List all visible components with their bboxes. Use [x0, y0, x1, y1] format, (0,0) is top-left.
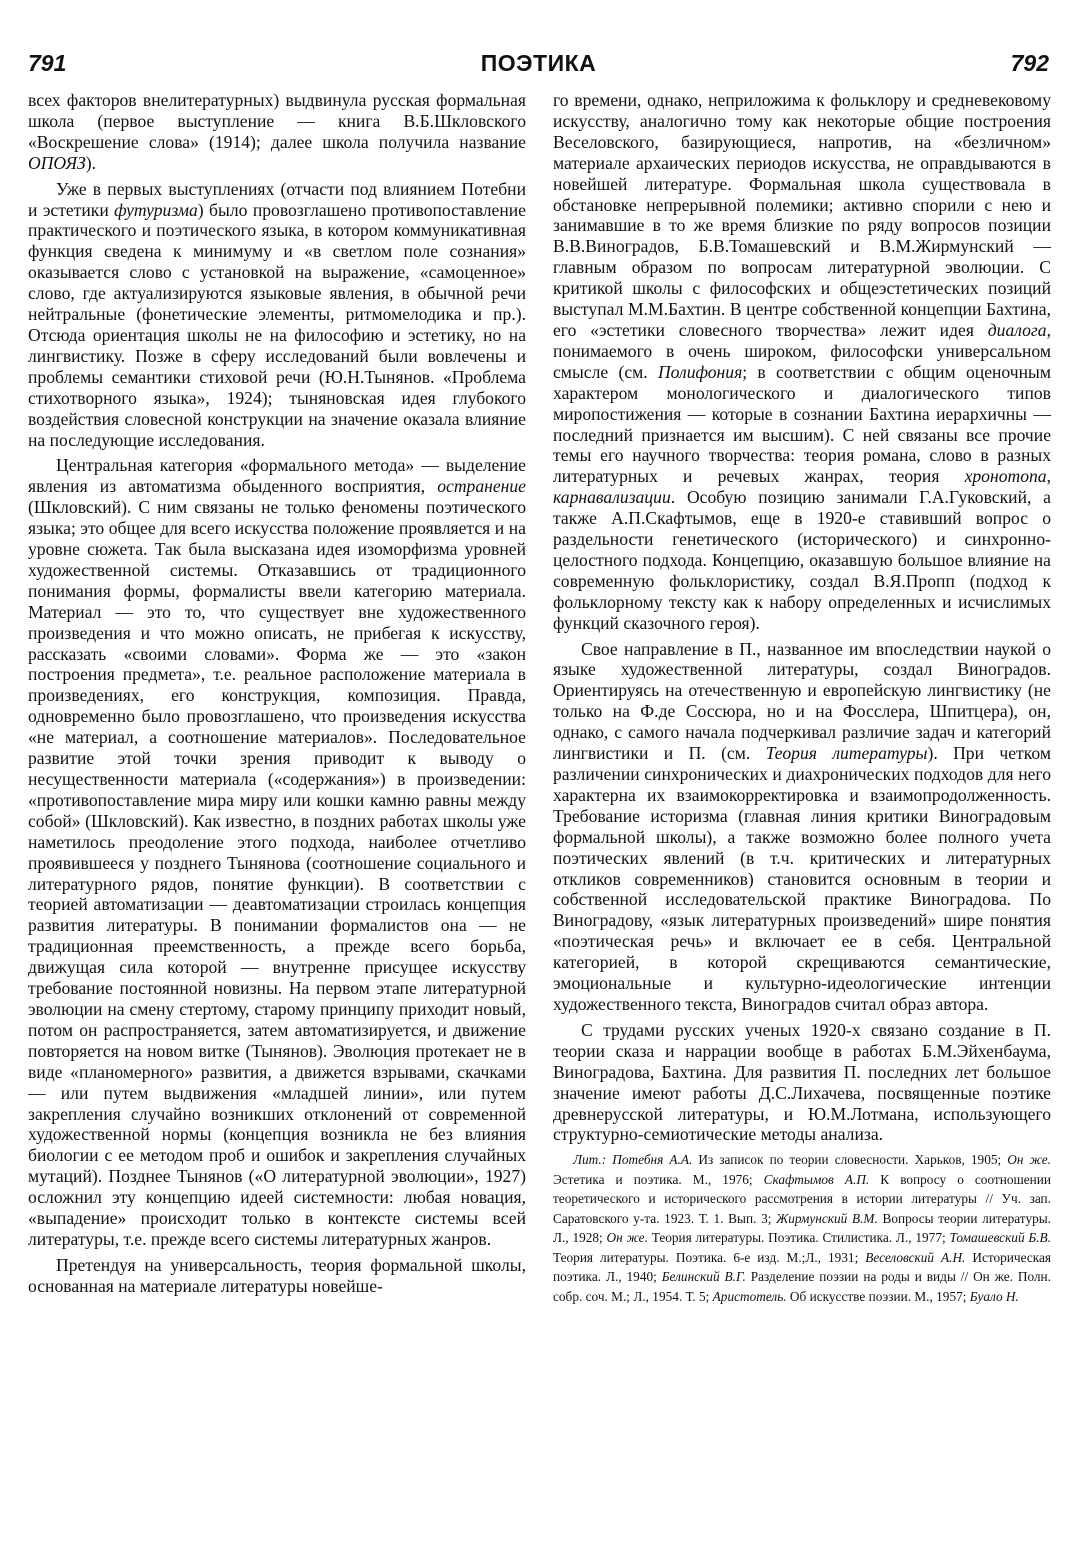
text-run: всех факторов внелитературных) выдвинула русская формальная школа (первое выступление — книга В.Б.Шкловского «Воскрешение слова» (1914); далее школа получила название: [28, 90, 526, 152]
italic-term: Скафтымов А.П.: [763, 1171, 870, 1187]
italic-term: ОПОЯЗ: [28, 152, 86, 173]
text-run: ). При четком различении синхронических и диахронических подходов для него характерна их взаимокорректировка и взаимопродолженность. Требование историзма (главная линия критики Виноградовым формальной школы), а также возможно более полного учета поэтических явлений (в т.ч. критических и литературных откликов современников) становится основным в теории и собственной исследовательской практике Виноградова. По Виноградову, «язык литературных произведений» шире понятия «поэтическая речь» и включает ее в себя. Центральной категорией, в которой скрещиваются семантические, эмоциональные и культурно-идеологические интенции художественного текста, Виноградов считал образ автора.: [553, 743, 1051, 1014]
italic-term: Жирмунский В.М.: [776, 1210, 878, 1226]
italic-term: футуризма: [114, 199, 198, 220]
text-run: Теория литературы. Поэтика. 6-е изд. М.;Л., 1931;: [553, 1249, 866, 1265]
paragraph: [553, 639, 1051, 1015]
paragraph: [28, 179, 526, 451]
text-run: Историческая поэтика. Л., 1940;: [553, 1249, 1052, 1285]
page-number-right: 792: [1010, 50, 1049, 76]
text-run: Разделение поэзии на роды и виды // Он же. Полн. собр. соч. М.; Л., 1954. Т. 5;: [553, 1269, 1051, 1304]
text-run: Претендуя на универсальность, теория формальной школы, основанная на материале литературы новейше-: [28, 1254, 526, 1296]
italic-term: остранение: [437, 476, 526, 497]
paragraph: [553, 1020, 1051, 1145]
text-run: Вопросы теории литературы. Л., 1928;: [553, 1210, 1051, 1246]
paragraph: [553, 90, 1051, 634]
italic-term: Теория литературы: [765, 743, 928, 764]
text-run: Уже в первых выступлениях (отчасти под влиянием Потебни и эстетики: [28, 178, 526, 220]
text-run: Об искусстве поэзии. М., 1957;: [786, 1288, 970, 1304]
running-title: ПОЭТИКА: [480, 50, 597, 76]
italic-term: Белинский В.Г.: [661, 1269, 746, 1285]
italic-term: Он же.: [606, 1230, 648, 1246]
italic-term: Он же.: [1007, 1152, 1051, 1168]
paragraph: [28, 90, 526, 174]
italic-term: Аристотель.: [712, 1288, 787, 1304]
text-run: . Особую позицию занимали Г.А.Гуковский, а также А.П.Скафтымов, еще в 1920-е ставивший вопрос о раздельности генетического (исторического) и синхронно-целостного подхода. Концепцию, оказавшую большое влияние на современную фольклористику, создал В.Я.Пропп (подход к фольклорному тексту как к набору определенных и исчислимых функций сказочного героя).: [553, 487, 1051, 633]
page-number-left: 791: [28, 50, 67, 76]
text-run: К вопросу о соотношении теоретического и исторического рассмотрения в истории литературы // Уч. зап. Саратовского у-та. 1923. Т. 1. Вып. 3;: [553, 1171, 1051, 1226]
text-run: (Шкловский). С ним связаны не только феномены поэтического языка; это общее для всего искусства положение проявляется и на уровне сюжета. Так была высказана идея изоморфизма уровней художественной системы. Отказавшись от традиционного понимания формы, формалисты ввели категорию материала. Материал — это то, что существует вне художественного произведения и что можно описать, не прибегая к искусству, рассказать «своими словами». Форма же — это «закон построения предмета», т.е. реальное расположение материала в произведениях, его конструкция, композиция. Правда, одновременно было провозглашено, что произведения искусства «не материал, а соотношение материалов». Последовательное развитие этой точки зрения приводит к выводу о несущественности материала («содержания») в произведении: «противопоставление мира миру или кошки камню равны между собой» (Шкловский). Как известно, в поздних работах школы уже наметилось преодоление этого подхода, наиболее отчетливо проявившееся у позднего Тынянова (соотношение социального и литературного рядов, понятие функции). В соответствии с теорией автоматизации — деавтоматизации строилась концепция развития литературы. В понимании формалистов она — не традиционная преемственность, а прежде всего борьба, движущая сила которой — внутренне присущее искусству требование постоянной новизны. На первом этапе литературной эволюции на смену стертому, старому принципу приходит новый, потом он распространяется, затем автоматизируется, и движение повторяется на новом витке (Тынянов). Эволюция протекает не в виде «планомерного» развития, а движется взрывами, скачками — или путем выдвижения «младшей линии», или путем закрепления случайно возникших отклонений от современной художественной нормы (концепция возникла не без влияния биологии с ее методом проб и ошибок и закрепления случайных мутаций). Позднее Тынянов («О литературной эволюции», 1927) осложнил эту концепцию идеей системности: любая новация, «выпадение» происходит только в контексте системы всей литературы, т.е. прежде всего системы литературных жанров.: [28, 497, 526, 1249]
text-run: Теория литературы. Поэтика. Стилистика. Л., 1977;: [647, 1230, 950, 1246]
italic-term: Полифония: [657, 361, 743, 382]
text-run: , понимаемого в очень широком, философски универсальном смысле (см.: [553, 319, 1051, 382]
italic-term: Томашевский Б.В.: [949, 1230, 1051, 1246]
italic-term: Потебня А.А.: [612, 1152, 693, 1168]
paragraph: [28, 1255, 526, 1297]
left-column: [28, 90, 526, 1302]
right-column: [553, 90, 1051, 1311]
italic-term: Веселовский А.Н.: [865, 1249, 966, 1265]
text-run: ) было провозглашено противопоставление практического и поэтического языка, в котором коммуникативная функция сведена к минимуму и «в светлом поле сознания» оказывается слово с установкой на выражение, «самоценное» слово, где актуализируются языковые явления, в обычной речи нейтральные (фонетические элементы, ритмомелодика и пр.). Отсюда ориентация школы не на философию и эстетику, но на лингвистику. Позже в сферу исследований были вовлечены и проблемы семантики стиховой речи (Ю.Н.Тынянов. «Проблема стихотворного языка», 1924); тыняновская идея глубокого воздействия словесной конструкции на значение оказала влияние на последующие исследования.: [28, 199, 526, 450]
bibliography: [553, 1150, 1051, 1306]
text-run: ; в соответствии с общим оценочным характером монологического и диалогического типов миропостижения — которые в сознании Бахтина иерархичны — последний признается им высшим). С ней связаны все прочие темы его научного творчества: теория романа, слово в разных литературных и речевых жанрах, теория: [553, 361, 1051, 487]
page-header: [28, 50, 1049, 86]
paragraph: [28, 455, 526, 1249]
text-run: ).: [85, 152, 96, 173]
italic-term: Буало Н.: [969, 1288, 1019, 1304]
italic-term: хронотопа: [964, 466, 1047, 487]
text-run: Свое направление в П., названное им впоследствии наукой о языке художественной литературы, создал Виноградов. Ориентируясь на отечественную и европейскую лингвистику (не только на Ф.де Соссюра, но и на Фосслера, Шпитцера), он, однако, с самого начала подчеркивал различие задач и категорий лингвистики и П. (см.: [553, 638, 1051, 764]
text-run: С трудами русских ученых 1920-х связано создание в П. теории сказа и наррации вообще в работах Б.М.Эйхенбаума, Виноградова, Бахтина. Для развития П. последних лет большое значение имеют работы Д.С.Лихачева, посвященные поэтике древнерусской литературы, и Ю.М.Лотмана, использующего структурно-семиотические методы анализа.: [553, 1019, 1051, 1145]
text-run: ,: [1046, 466, 1051, 487]
italic-term: Лит.:: [573, 1152, 613, 1168]
text-run: Из записок по теории словесности. Харьков, 1905;: [692, 1152, 1008, 1168]
text-run: Эстетика и поэтика. М., 1976;: [553, 1171, 764, 1187]
text-run: го времени, однако, неприложима к фольклору и средневековому искусству, аналогично тому как некоторые общие построения Веселовского, базирующиеся, напротив, на «безличном» материале архаических периодов искусства, не оправдываются в новейшей литературе. Формальная школа существовала в обстановке непрерывной полемики; активно спорили с нею и занимавшие в то же время близкие по ряду вопросов позиции В.В.Виноградов, Б.В.Томашевский и В.М.Жирмунский — главным образом по вопросам литературной эволюции. С критикой школы с философских и общеэстетических позиций выступал М.М.Бахтин. В центре собственной концепции Бахтина, его «эстетики словесного творчества» лежит идея: [553, 90, 1051, 340]
text-run: Центральная категория «формального метода» — выделение явления из автоматизма обыденного восприятия,: [28, 455, 526, 497]
italic-term: диалога: [987, 319, 1047, 340]
italic-term: карнавализации: [553, 487, 671, 508]
